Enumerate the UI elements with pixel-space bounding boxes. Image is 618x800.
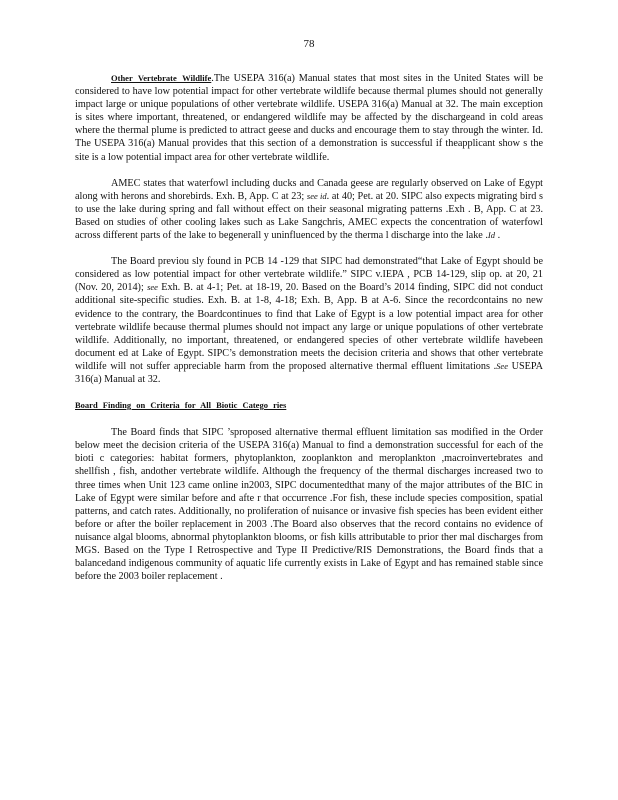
board-previous-finding-paragraph [75, 255, 543, 386]
section-heading-board-finding: Board Finding on Criteria for All Biotic Catego ries [75, 400, 287, 411]
other-vertebrate-wildlife-paragraph [75, 72, 543, 164]
citation-signal: see [147, 282, 158, 293]
page-body [75, 72, 543, 596]
citation-signal: Id [487, 230, 496, 241]
page-number: 78 [303, 38, 315, 50]
paragraph-text: . at 40; Pet. at 20. SIPC also expects migrating bird s to use the lake during spring and fall without effect on their seasonal migrating patterns .Exh . B, App. C at 23. Based on studies of other cooling lakes such as Lake Sangchris, AMEC expects the concentration of waterfowl across different parts of the lake to begenerall y uninfluenced by the therma l discharge into the lake . [75, 190, 543, 242]
paragraph-text: The Board previou sly found in PCB 14 -129 that SIPC had demonstrated“that Lake of Egypt should be considered as low potential impact for other vertebrate wildlife.” SIPC v.IEPA , PCB 14-129, slip op. at 20, 21 (Nov. 20, 2014); [75, 256, 543, 294]
paragraph-text: .The USEPA 316(a) Manual states that most sites in the United States will be considered to have low potential impact for other vertebrate wildlife because thermal plumes should not generally impact large or unique populations of other vertebrate wildlife. USEPA 316(a) Manual at 32. The main exception is sites where important, threatened, or endangered wildlife may be affected by the dischargeand in cold areas where the thermal plume is predicted to attract geese and ducks and encourage them to stay through the winter. Id. The USEPA 316(a) Manual provides that this section of a demonstration is successful if theapplicant show s the site is a low potential impact area for other vertebrate wildlife. [75, 73, 543, 163]
section-heading-other-vertebrate-wildlife: Other Vertebrate Wildlife [111, 73, 212, 83]
paragraph-text: The Board finds that SIPC ’sproposed alternative thermal effluent limitation sas modified in the Order below meet the decision criteria of the USEPA 316(a) Manual to find a demonstration successful for each of the bioti c categories: habitat formers, phytoplankton, zooplankton and meroplankton ,macroinvertebrates and shellfish , fish, andother vertebrate wildlife. Although the frequency of the thermal discharges increased two to three times when Unit 123 came online in2003, SIPC documentedthat many of the major attributes of the BIC in Lake of Egypt were similar before and afte r that occurrence .For fish, these include species composition, spatial patterns, and catch rates. Additionally, no proliferation of nuisance or invasive fish species has been evident either before or after the boiler replacement in 2003 .The Board also observes that the record contains no evidence of nuisance algal blooms, abnormal phytoplankton blooms, or fish kills attributable to prior ther mal discharges from MGS. Based on the Type I Retrospective and Type II Predictive/RIS Demonstrations, the Board finds that a balancedand indigenous community of aquatic life currently exists in Lake of Egypt and has remained stable since before the 2003 boiler replacement . [75, 427, 543, 583]
paragraph-text: . [495, 230, 501, 242]
paragraph-text: USEPA 316(a) Manual at 32. [75, 360, 543, 385]
citation-signal: See [496, 360, 508, 371]
paragraph-text: Exh. B. at 4-1; Pet. at 18-19, 20. Based on the Board’s 2014 finding, SIPC did not conduct additional site-specific studies. Exh. B. at 1-8, 4-18; Exh. B, App. B at A-6. Since the recordcontains no new evidence to the contrary, the Boardcontinues to find that Lake of Egypt is a low potential impact area for other vertebrate wildlife because thermal plumes should not impact any large or unique populations of other vertebrate wildlife. Additionally, no important, threatened, or endangered species of other vertebrate wildlife havebeen document ed at Lake of Egypt. SIPC’s demonstration meets the decision criteria and shows that other vertebrate wildlife will not suffer appreciable harm from the proposed alternative thermal effluent limitations . [75, 282, 543, 372]
board-finding-paragraph [75, 426, 543, 583]
waterfowl-paragraph [75, 177, 543, 242]
paragraph-text: AMEC states that waterfowl including ducks and Canada geese are regularly observed on Lake of Egypt along with herons and shorebirds. Exh. B, App. C at 23; [75, 177, 543, 202]
citation-signal: see id [306, 190, 327, 201]
